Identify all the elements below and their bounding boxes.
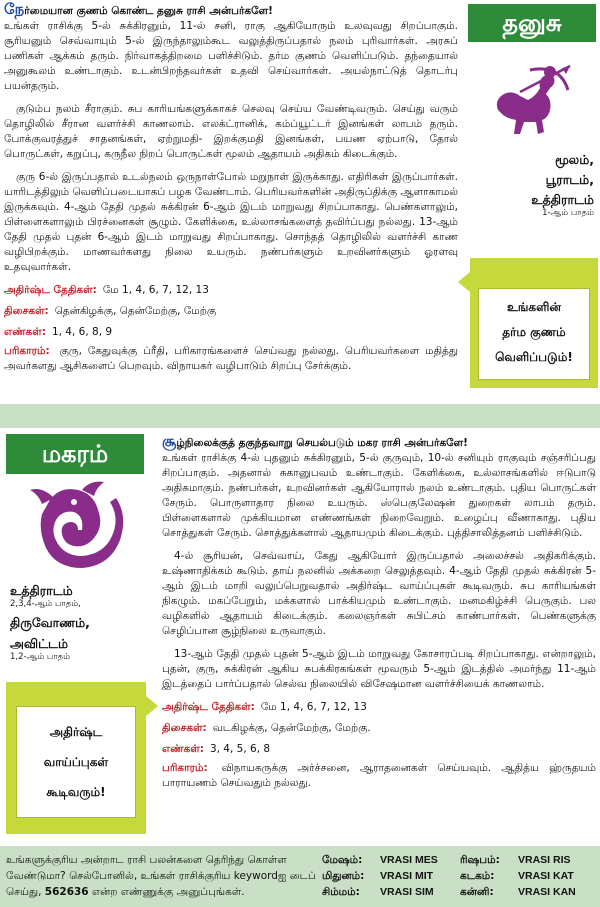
sms-text-1: உங்களுக்குரிய அன்றாட ராசி பலன்களை தெரிந்து கொள்ள வேண்டுமா? செல்போனில், உங்கள் ராசிக்குரிய keywordஐ டைப் செய்து, — [6, 854, 316, 898]
highlight-line: வெளிப்படும்! — [495, 350, 573, 364]
code-row — [322, 868, 598, 884]
star-pada: 1-ஆம் பாதம் — [542, 208, 594, 218]
sms-instructions — [6, 852, 316, 900]
rasi-label: ரிஷபம்: — [460, 854, 500, 866]
rasi-label: மேஷம்: — [322, 854, 363, 866]
star-name: மூலம், — [554, 152, 594, 167]
directions-label: திசைகள்: — [162, 722, 207, 734]
highlight-line: கூடிவரும்! — [46, 785, 106, 799]
remedy-value: குரு, கேதுவுக்கு ப்ரீதி, பரிகாரங்களைச் செய்வது நல்லது. பெரியவர்களை மதித்து அவர்களது ஆசிகளைப் பெறவும். விநாயகர் வழிபாடும் சிறப்பு சேர்க்கும். — [4, 345, 458, 372]
code-row — [322, 884, 598, 900]
directions-value: வடகிழக்கு, தென்மேற்கு, மேற்கு. — [212, 722, 371, 734]
capricorn-icon — [20, 480, 130, 574]
dhanusu-highlight-text — [478, 288, 590, 380]
dhanusu-para-1-body: உங்கள் ராசிக்கு 5-ல் சுக்கிரனும், 11-ல் சனி, ராகு ஆகியோரும் உலவுவது சிறப்பாகும். சூரியனும் செவ்வாயும் 5-ல் இருந்தாலும்கூட வலுத்திருப்பதால் நலம் புரிவார்கள். அரசுப் பணிகள் ஆக்கம் தரும். நிர்வாகத்திறமை பளிச்சிடும். தர்ம குணம் வெளிப்படும். தந்தையால் அனுகூலம் உண்டாகும். உடன்பிறந்தவர்கள் உதவி செய்வார்கள். அயல்நாட்டுத் தொடர்பு பயன்தரும். — [4, 20, 458, 92]
remedy-value: விநாயகருக்கு அர்ச்சனை, ஆராதனைகள் செய்யவும். ஆதித்ய ஹ்ருதயம் பாராயணம் செய்வதும் நல்லது. — [162, 762, 596, 789]
dhanusu-numbers — [4, 325, 458, 340]
makaram-text — [162, 434, 596, 791]
dhanusu-text — [4, 2, 458, 374]
sms-number: 562636 — [44, 886, 89, 898]
sms-codes — [322, 852, 598, 900]
makaram-highlight-text — [16, 706, 136, 818]
highlight-line: தர்ம குணம் — [502, 325, 566, 339]
makaram-numbers — [162, 742, 596, 757]
section-divider — [0, 404, 600, 428]
star-name: பூராடம், — [545, 172, 594, 187]
makaram-remedy — [162, 761, 596, 791]
makaram-lucky-dates — [162, 700, 596, 715]
dhanusu-lucky-dates — [4, 283, 458, 298]
code-cell — [460, 852, 598, 868]
dhanusu-title-box: தனுசு — [468, 4, 596, 42]
numbers-value: 1, 4, 6, 8, 9 — [51, 326, 113, 338]
star-pada: 2,3,4-ஆம் பாதம், — [10, 599, 81, 609]
sms-text-2: என்ற எண்ணுக்கு அனுப்புங்கள். — [91, 886, 245, 898]
lucky-dates-value: மே 1, 4, 6, 7, 12, 13 — [260, 701, 367, 713]
makaram-para-1-body: உங்கள் ராசிக்கு 4-ல் புதனும் சுக்கிரனும், 5-ல் குருவும், 10-ல் சனியும் ராகுவும் சஞ்சரிப்பது சிறப்பாகும். அதனால் சுகானுபவம் உண்டாகும். கேளிக்கை, உல்லாசங்களில் ஈடுபாடு அதிகமாகும். நண்பர்கள், உறவினர்கள் ஆகியோரால் நலம் உண்டாகும். புதிய பொருட்கள் சேரும். பொருளாதார நிலை உயரும். ஸ்பெகுலேஷன் துறைகள் லாபம் தரும். பிள்ளைகளால் முக்கியமான எண்ணங்கள் நிறைவேறும். உழைப்பு வீணாகாது. புதிய சொத்துகள் சேரும். சொத்துக்களால் ஆதாயமும் கிடைக்கும். புத்திசாலித்தனம் பளிச்சிடும். — [162, 452, 596, 539]
makaram-intro: ழ்நிலைக்குத் தகுந்தவாறு செயல்படும் மகர ராசி அன்பர்களே! — [176, 437, 468, 449]
makaram-para-3: 13-ஆம் தேதி முதல் புதன் 5-ஆம் இடம் மாறுவது கோசாரப்படி சிறப்பாகாது. என்றாலும், புதன், குரு, சுக்கிரன் ஆகிய சுபக்கிரகங்கள் மூவரும் 5-ஆம் இடத்தில் அமர்ந்து 11-ஆம் இடத்தைப் பார்ப்பதால் செல்வ நிலையில் விசேஷமான வளர்ச்சியைக் காணலாம். — [162, 648, 596, 690]
highlight-line: அதிர்ஷ்ட — [49, 725, 103, 739]
lucky-dates-label: அதிர்ஷ்ட தேதிகள்: — [162, 701, 255, 713]
makaram-highlight-box — [6, 682, 146, 834]
code-row — [322, 852, 598, 868]
makaram-para-2: 4-ல் சூரியன், செவ்வாய், கேது ஆகியோர் இருப்பதால் அலைச்சல் அதிகரிக்கும். உஷ்ணாதிக்கம் கூடும். தாய் நலனில் அக்கறை செலுத்தவும். 4-ஆம் தேதி முதல் சுக்கிரன் 5-ஆம் இடம் மாறி வலுப்பெறுவதால் அதிர்ஷ்ட வாய்ப்புகள் கூடிவரும். சுப காரியங்கள் நிகழும். மகப்பேறும், மக்களால் பாக்கியமும் உண்டாகும். மனமகிழ்ச்சி பெருகும். பல வழிகளில் ஆதாயம் கிடைக்கும். கலைஞர்கள் சுபிட்சம் காண்பார்கள். பெண்களுக்கு செழிப்பான சூழ்நிலை உருவாகும். — [162, 550, 596, 637]
remedy-label: பரிகாரம்: — [4, 345, 50, 357]
makaram-title-box: மகரம் — [6, 434, 144, 474]
directions-value: தென்கிழக்கு, தென்மேற்கு, மேற்கு — [54, 305, 217, 317]
code-cell — [322, 884, 460, 900]
star-name: உத்திராடம் — [10, 583, 73, 598]
sms-keyword: VRASI RIS — [518, 854, 571, 866]
rasi-label: கடகம்: — [460, 870, 495, 882]
star-name: அவிட்டம் — [10, 636, 69, 651]
code-cell — [322, 852, 460, 868]
sms-footer — [0, 846, 600, 907]
sms-keyword: VRASI KAN — [518, 886, 576, 898]
numbers-label: எண்கள்: — [162, 743, 204, 755]
sms-keyword: VRASI MIT — [380, 870, 434, 882]
highlight-line: உங்களின் — [507, 300, 561, 314]
code-cell — [460, 868, 598, 884]
star-name: திருவோணம், — [10, 615, 90, 630]
remedy-label: பரிகாரம்: — [162, 762, 208, 774]
rasi-label: சிம்மம்: — [322, 886, 360, 898]
makaram-para-1 — [162, 434, 596, 541]
dhanusu-highlight-box — [470, 258, 598, 388]
makaram-stars — [10, 578, 150, 663]
dhanusu-stars — [476, 148, 594, 219]
sms-keyword: VRASI MES — [380, 854, 438, 866]
dhanusu-intro: ர்மையான குணம் கொண்ட தனுசு ராசி அன்பர்களே! — [24, 5, 273, 17]
code-cell — [322, 868, 460, 884]
highlight-line: வாய்ப்புகள் — [43, 755, 109, 769]
code-cell — [460, 884, 598, 900]
dhanusu-para-1 — [4, 2, 458, 94]
rasi-label: மிதுனம்: — [322, 870, 365, 882]
callout-arrow — [458, 272, 470, 292]
sagittarius-icon — [490, 60, 574, 140]
sms-keyword: VRASI KAT — [518, 870, 574, 882]
dhanusu-remedy — [4, 344, 458, 374]
star-pada: 1,2-ஆம் பாதம் — [10, 652, 71, 662]
numbers-label: எண்கள்: — [4, 326, 46, 338]
dhanusu-para-2: குடும்ப நலம் சீராகும். சுப காரியங்களுக்காகச் செலவு செய்ய வேண்டிவரும். செய்து வரும் தொழிலில் சீரான வளர்ச்சி காணலாம். எலக்ட்ரானிக், கம்ப்யூட்டர் இனங்கள் லாபம் தரும். போக்குவரத்துச் சாதனங்கள், ஏற்றுமதி- இறக்குமதி இனங்கள், பயண ஏற்பாடு, தோல் பொருட்கள், கறுப்பு, கருநீல நிறப் பொருட்கள் மூலம் ஆதாயம் அதிகம் கிடைக்கும். — [4, 103, 458, 160]
sms-keyword: VRASI SIM — [380, 886, 434, 898]
lucky-dates-label: அதிர்ஷ்ட தேதிகள்: — [4, 284, 97, 296]
dhanusu-para-3: குரு 6-ல் இருப்பதால் உடல்நலம் ஒருநாள்போல் மறுநாள் இருக்காது. எதிரிகள் இருப்பார்கள். யாரிடத்திலும் வெளிப்படையாகப் பழக வேண்டாம். பெரியவர்களின் அதிருப்திக்கு ஆளாகாமல் இருக்கவும். 4-ஆம் தேதி முதல் சுக்கிரன் 6-ஆம் இடம் மாறுவது சிறப்பாகாது. பெண்களாலும், பிள்ளைகளாலும் பிரச்னைகள் சூழும். கேளிக்கை, உல்லாசங்களைத் தவிர்ப்பது நல்லது. 13-ஆம் தேதி முதல் புதன் 6-ஆம் இடம் மாறுவது சிறப்பாகாது. சொந்தத் தொழிலில் வளர்ச்சி காண வழிபிறக்கும். மாணவர்களது நிலை உயரும். நண்பர்களும் உறவினர்களும் ஓரளவு உதவுவார்கள். — [4, 171, 458, 273]
lucky-dates-value: மே 1, 4, 6, 7, 12, 13 — [102, 284, 209, 296]
star-name: உத்திராடம் — [531, 192, 594, 207]
numbers-value: 3, 4, 5, 6, 8 — [209, 743, 271, 755]
rasi-label: கன்னி: — [460, 886, 494, 898]
makaram-directions — [162, 721, 596, 736]
dhanusu-directions — [4, 304, 458, 319]
directions-label: திசைகள்: — [4, 305, 49, 317]
dhanusu-dropcap: நே — [4, 0, 25, 18]
makaram-dropcap: சூ — [162, 432, 177, 450]
callout-arrow — [146, 696, 158, 716]
